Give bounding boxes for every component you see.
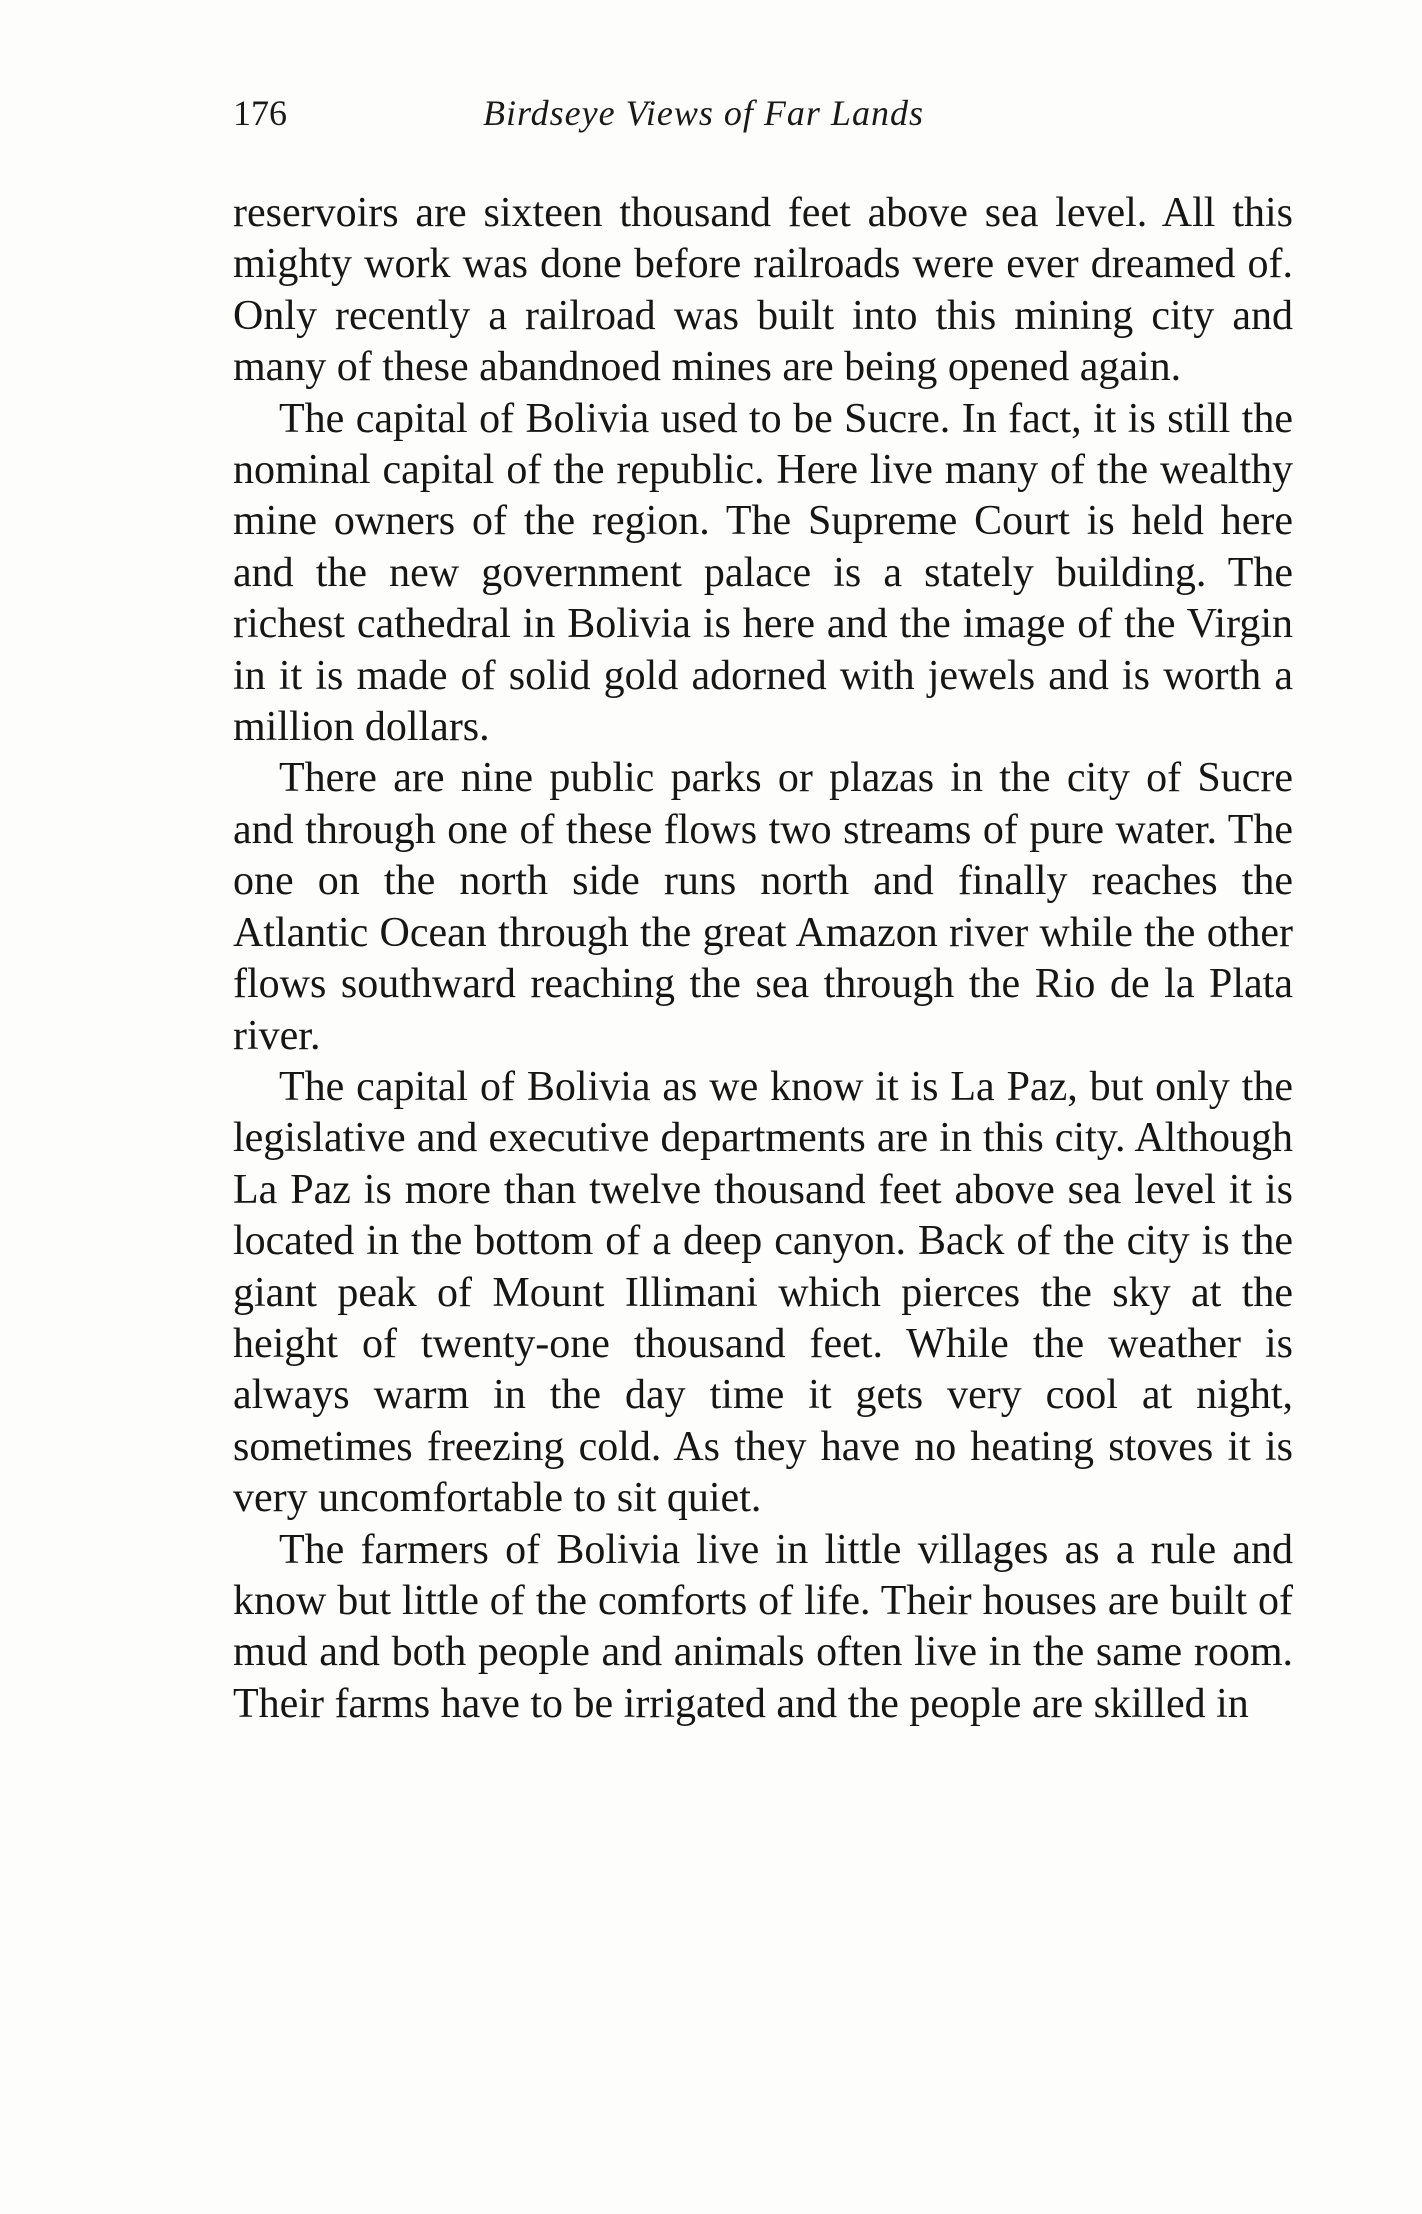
running-head: [233, 92, 1293, 152]
paragraph-farmers: The farmers of Bolivia live in little villages as a rule and know but little of the comforts of life. Their houses are built of mud and both people and animals often live in the same room. Their farms have to be irrigated and the people are skilled in: [233, 1526, 1293, 1727]
page-number: 176: [233, 93, 287, 133]
body-text: [233, 188, 1293, 1730]
paragraph-continued: reservoirs are sixteen thousand feet above sea level. All this mighty work was done before railroads were ever dreamed of. Only recently a railroad was built into this mining city and many of these abandnoed mines are being opened again.: [233, 190, 1293, 391]
paragraph-sucre-parks: There are nine public parks or plazas in the city of Sucre and through one of these flows two streams of pure water. The one on the north side runs north and finally reaches the Atlantic Ocean through the great Amazon river while the other flows southward reaching the sea through the Rio de la Plata river.: [233, 755, 1293, 1059]
paragraph-la-paz: The capital of Bolivia as we know it is La Paz, but only the legislative and executive departments are in this city. Although La Paz is more than twelve thousand feet above sea level it is located in the bottom of a deep canyon. Back of the city is the giant peak of Mount Illimani which pierces the sky at the height of twenty-one thousand feet. While the weather is always warm in the day time it gets very cool at night, sometimes freezing cold. As they have no heating stoves it is very uncomfortable to sit quiet.: [233, 1063, 1293, 1522]
running-title: Birdseye Views of Far Lands: [483, 93, 924, 133]
paragraph-sucre-capital: The capital of Bolivia used to be Sucre. In fact, it is still the nominal capital of the republic. Here live many of the wealthy mine owners of the region. The Supreme Court is held here and the new government palace is a stately building. The richest cathedral in Bolivia is here and the image of the Virgin in it is made of solid gold adorned with jewels and is worth a million dollars.: [233, 395, 1293, 751]
